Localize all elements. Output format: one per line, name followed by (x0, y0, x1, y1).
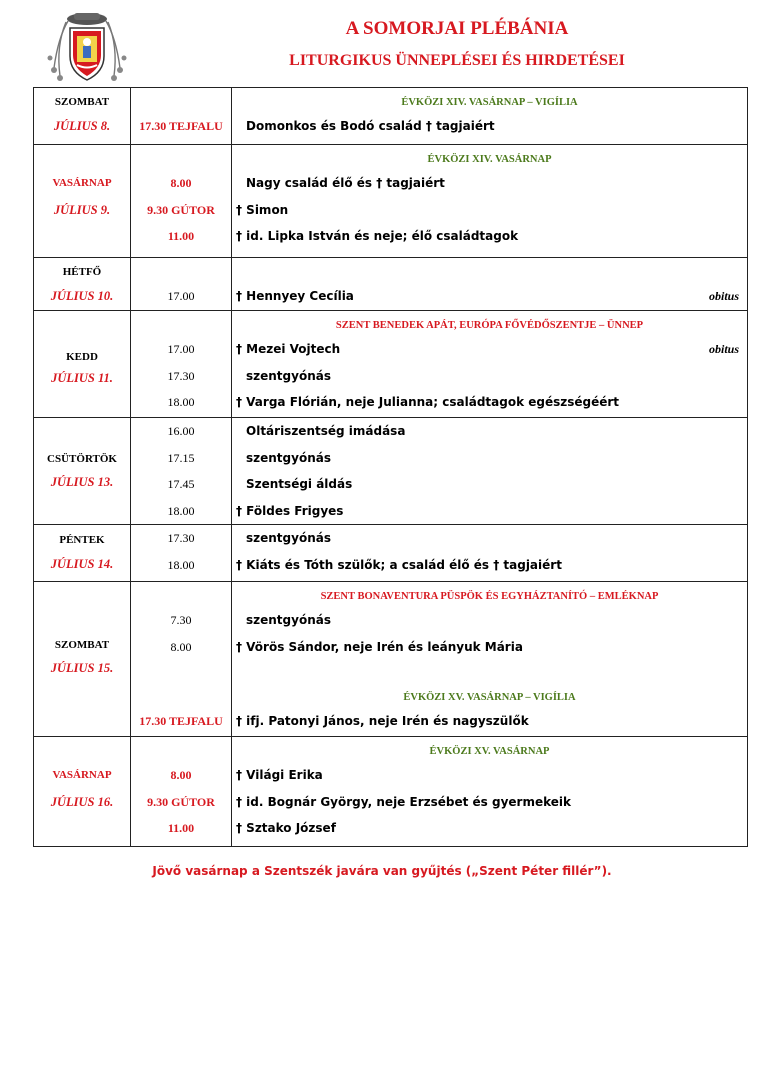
day-date: JÚLIUS 9. (53, 202, 111, 217)
day-name: CSÜTÖRTÖK (47, 453, 117, 465)
day-date: JÚLIUS 8. (53, 119, 111, 133)
day-name: VASÁRNAP (52, 177, 112, 189)
mass-time: 17.15 (167, 450, 195, 465)
mass-time: 17.00 (167, 342, 195, 356)
day-name: SZOMBAT (54, 96, 110, 108)
mass-time: 8.00 (170, 639, 192, 654)
day-name: HÉTFŐ (62, 266, 102, 278)
mass-time: 17.30 TEJFALU (139, 119, 223, 133)
table-row (34, 145, 748, 258)
mass-intention: Szentségi áldás (246, 477, 353, 491)
day-date: JÚLIUS 16. (50, 794, 114, 809)
mass-time: 18.00 (167, 557, 195, 572)
liturgy-schedule-table (33, 87, 748, 847)
day-name: KEDD (66, 351, 98, 363)
collection-notice: Jövő vasárnap a Szentszék javára van gyűjtés („Szent Péter fillér”). (152, 864, 612, 878)
feast-title: ÉVKÖZI XIV. VASÁRNAP (427, 154, 552, 165)
parish-coat-of-arms-icon (44, 10, 130, 84)
mass-intention: † Sztako József (236, 821, 336, 835)
mass-time: 17.30 TEJFALU (139, 713, 223, 728)
mass-time: 8.00 (170, 768, 192, 782)
mass-intention: † Hennyey Cecília (236, 289, 354, 303)
mass-intention: Domonkos és Bodó család † tagjaiért (246, 119, 495, 133)
day-date: JÚLIUS 13. (50, 474, 114, 489)
mass-time: 11.00 (167, 821, 195, 835)
feast-title: ÉVKÖZI XIV. VASÁRNAP – VIGÍLIA (401, 97, 578, 108)
obitus-note: obitus (708, 289, 739, 303)
feast-title: SZENT BENEDEK APÁT, EURÓPA FŐVÉDŐSZENTJE – ÜNNEP (335, 320, 644, 331)
mass-time: 11.00 (167, 229, 195, 243)
mass-intention: szentgyónás (246, 450, 331, 465)
mass-intention: † Kiáts és Tóth szülők; a család élő és † tagjaiért (236, 557, 562, 572)
mass-intention: † Világi Erika (236, 768, 323, 782)
mass-time: 18.00 (167, 395, 195, 409)
mass-time: 9.30 GÚTOR (147, 794, 215, 809)
mass-intention: Nagy család élő és † tagjaiért (246, 176, 445, 190)
mass-intention: † Simon (236, 202, 289, 217)
feast-title: ÉVKÖZI XV. VASÁRNAP – VIGÍLIA (403, 691, 576, 703)
table-row (34, 258, 748, 311)
mass-intention: † id. Bognár György, neje Erzsébet és gyermekeik (236, 794, 571, 809)
mass-time: 17.45 (167, 477, 195, 491)
mass-time: 17.00 (167, 289, 195, 303)
page-title: A SOMORJAI PLÉBÁNIA (345, 18, 569, 39)
feast-title: ÉVKÖZI XV. VASÁRNAP (429, 746, 550, 757)
mass-time: 17.30 (167, 368, 195, 383)
mass-intention: Oltáriszentség imádása (246, 424, 406, 438)
mass-time: 8.00 (170, 176, 192, 190)
day-date: JÚLIUS 14. (50, 557, 114, 571)
mass-time: 16.00 (167, 424, 195, 438)
mass-intention: † id. Lipka István és neje; élő családtagok (236, 229, 519, 243)
mass-intention: † ifj. Patonyi János, neje Irén és nagyszülők (236, 713, 529, 728)
table-row (34, 582, 748, 737)
mass-intention: † Varga Flórián, neje Julianna; családtagok egészségéért (236, 395, 620, 409)
mass-time: 7.30 (170, 613, 192, 627)
day-date: JÚLIUS 15. (50, 660, 114, 675)
mass-intention: † Földes Frigyes (236, 503, 344, 518)
mass-time: 9.30 GÚTOR (147, 202, 215, 217)
mass-intention: † Vörös Sándor, neje Irén és leányuk Mária (236, 639, 523, 654)
day-date: JÚLIUS 10. (50, 289, 114, 303)
table-row (34, 88, 748, 145)
mass-intention: szentgyónás (246, 613, 331, 627)
day-name: VASÁRNAP (52, 769, 112, 781)
mass-intention: † Mezei Vojtech (236, 342, 341, 356)
table-row (34, 418, 748, 525)
table-row (34, 525, 748, 582)
mass-time: 18.00 (167, 503, 195, 518)
day-date: JÚLIUS 11. (51, 370, 113, 385)
mass-intention: szentgyónás (246, 368, 331, 383)
table-row (34, 311, 748, 418)
obitus-note: obitus (708, 342, 739, 356)
mass-intention: szentgyónás (246, 531, 331, 545)
page-subtitle: LITURGIKUS ÜNNEPLÉSEI ÉS HIRDETÉSEI (289, 52, 625, 69)
feast-title: SZENT BONAVENTURA PÜSPÖK ÉS EGYHÁZTANÍTÓ – EMLÉKNAP (320, 591, 659, 602)
table-row (34, 737, 748, 847)
mass-time: 17.30 (167, 531, 195, 545)
day-name: SZOMBAT (54, 639, 110, 651)
day-name: PÉNTEK (59, 534, 105, 546)
